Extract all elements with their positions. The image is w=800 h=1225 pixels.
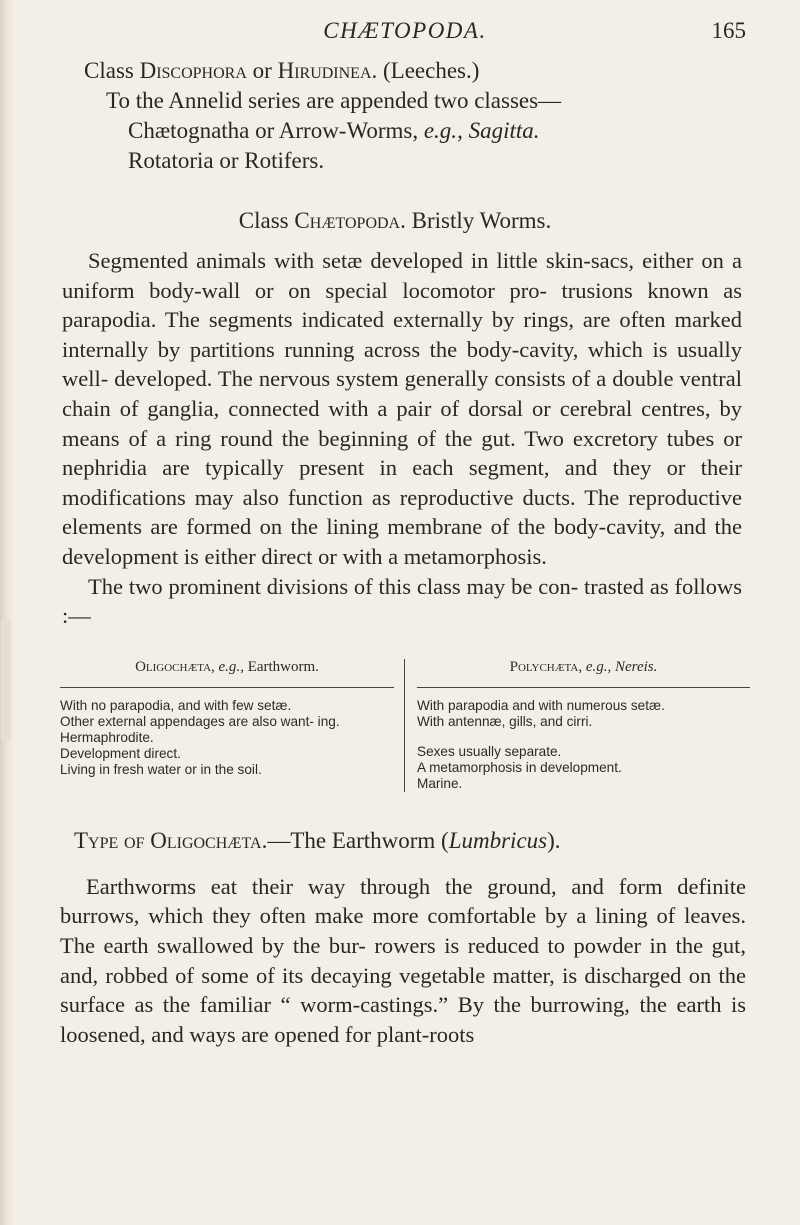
heading-dash: .—The Earthworm ( (261, 827, 449, 853)
sagitta-example: Sagitta. (468, 118, 540, 143)
eg-abbrev: e.g. (585, 658, 608, 675)
hirudinea-heading (84, 56, 750, 86)
oligochaeta-column-heading (60, 659, 394, 688)
trait-item: A metamorphosis in development. (417, 759, 622, 775)
book-page (60, 0, 750, 1049)
polychaeta-column (405, 659, 750, 792)
chaetognatha-line (128, 116, 750, 146)
trait-item: With no parapodia, and with few setæ. (60, 697, 292, 713)
heading-alt-name: Hirudinea (277, 58, 372, 83)
heading-prefix: Class (238, 208, 295, 233)
trait-item: With parapodia and with numerous setæ. (417, 697, 665, 713)
heading-or: or (246, 58, 278, 83)
heading-group-name: Oligochæta (150, 827, 262, 853)
page-shadow (1, 620, 11, 740)
trait-item: Sexes usually separate. (417, 743, 562, 759)
trait-item: Marine. (417, 775, 463, 791)
column-sep: , (211, 658, 219, 675)
trait-item: Other external appendages are also want- ing. (60, 713, 340, 729)
heading-genus: Lumbricus (448, 827, 548, 853)
trait-item: With antennæ, gills, and cirri. (417, 713, 593, 729)
comparison-table (60, 659, 750, 792)
polychaeta-column-heading (417, 659, 750, 688)
eg-abbrev: e.g. (218, 658, 241, 675)
running-head (60, 0, 750, 56)
heading-suffix: . Bristly Worms. (400, 208, 552, 233)
appended-classes-line: To the Annelid series are appended two classes— (106, 88, 562, 113)
column-name: Oligochæta (135, 658, 212, 675)
page-number: 165 (711, 18, 746, 43)
column-example: Nereis. (615, 658, 658, 675)
chaetopoda-description (60, 246, 750, 631)
trait-item: Development direct. (60, 745, 181, 761)
chaetopoda-heading (60, 206, 750, 236)
column-spacer (417, 730, 750, 744)
column-example: , Earthworm. (240, 658, 319, 675)
separator: , (457, 118, 469, 143)
oligochaeta-column (60, 659, 405, 792)
running-title: CHÆTOPODA. (323, 18, 487, 43)
heading-suffix: . (Leeches.) (371, 58, 480, 83)
hirudinea-section (60, 56, 750, 176)
eg-abbrev: e.g. (423, 118, 458, 143)
trait-item: Hermaphrodite. (60, 729, 154, 745)
heading-class-name: Chætopoda (294, 208, 401, 233)
paragraph-segmented-animals: Segmented animals with setæ developed in little skin-sacs, either on a uniform body-wall or on special locomotor pro- trusions known as parapodia. The segments indicated externally by rings, are often marked internally by partitions running across the body-cavity, which is usually well- developed. The nervous system generally consists of a double ventral chain of ganglia, connected with a pair of dorsal or cerebral centres, by means of a ring round the beginning of the gut. Two excretory tubes or nephridia are typically present in each segment, and they or their modifications may also function as reproductive ducts. The reproductive elements are formed on the lining membrane of the body-cavity, and the development is either direct or with a metamorphosis. (62, 248, 742, 569)
paragraph-divisions-intro: The two prominent divisions of this class may be con- trasted as follows :— (62, 573, 742, 629)
column-name: Polychæta (509, 658, 579, 675)
heading-type: Type of (74, 827, 151, 853)
earthworm-heading (74, 826, 750, 856)
rotatoria-line: Rotatoria or Rotifers. (128, 148, 325, 173)
heading-prefix: Class (84, 58, 140, 83)
column-sep: , (607, 658, 615, 675)
chaetognatha-text: Chætognatha or Arrow-Worms, (128, 118, 424, 143)
heading-class-name: Discophora (139, 58, 247, 83)
trait-item: Living in fresh water or in the soil. (60, 761, 262, 777)
heading-end: ). (547, 827, 561, 853)
column-sep: , (578, 658, 586, 675)
earthworm-description (60, 872, 750, 1050)
paragraph-earthworms: Earthworms eat their way through the ground, and form definite burrows, which they often make more comfortable by a lining of leaves. The earth swallowed by the bur- rowers is reduced to powder in the gut, and, robbed of some of its decaying vegetable matter, is discharged on the surface as the familiar “ worm-castings.” By the burrowing, the earth is loosened, and ways are opened for plant-roots (60, 873, 746, 1047)
page-edge (0, 0, 14, 1225)
